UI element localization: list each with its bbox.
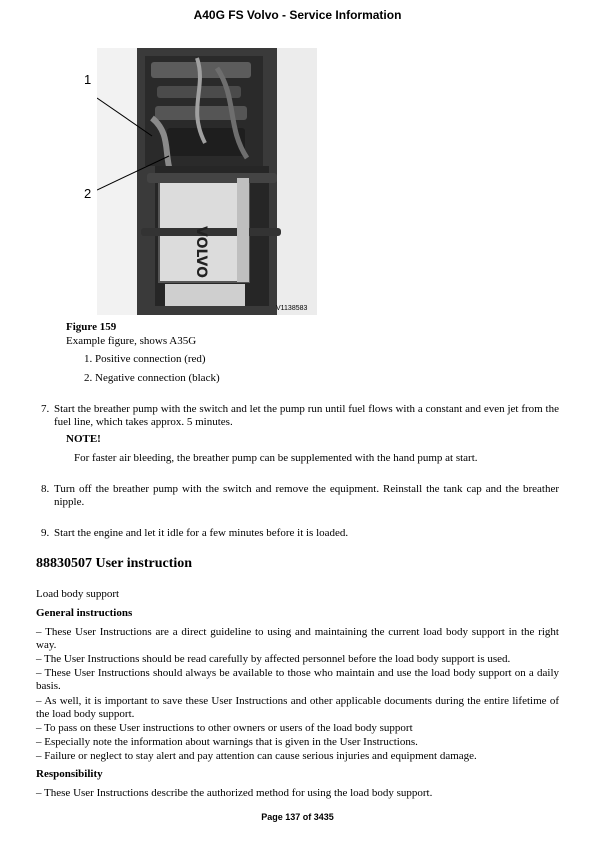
section-title: 88830507 User instruction [36, 556, 193, 571]
note-text: For faster air bleeding, the breather pump can be supplemented with the hand pump at start. [74, 452, 478, 464]
step-7-number: 7. [41, 403, 50, 415]
battery-brand-label: VOLVO [193, 226, 209, 278]
figure-image-reference: V1138583 [276, 305, 308, 312]
general-item-3: – These User Instructions should always be available to those who maintain and use the load body support on a daily basis. [36, 667, 559, 692]
general-item-7: – Failure or neglect to stay alert and pay attention can cause serious injuries and equipment damage. [36, 750, 477, 762]
responsibility-item-1: – These User Instructions describe the authorized method for using the load body support. [36, 787, 433, 799]
engine-compartment-photo [97, 48, 317, 315]
note-label: NOTE! [66, 433, 101, 445]
figure-callout-1: 1 [84, 72, 92, 87]
step-9-number: 9. [41, 527, 50, 539]
general-item-4: – As well, it is important to save these User Instructions and other applicable documents during the entire lifetime of the load body support. [36, 695, 559, 720]
step-7 [41, 403, 559, 429]
page-header-title: A40G FS Volvo - Service Information [193, 8, 402, 22]
general-item-6: – Especially note the information about warnings that is given in the User Instructions. [36, 736, 418, 748]
general-item-5: – To pass on these User instructions to other owners or users of the load body support [36, 722, 413, 734]
step-7-text: Start the breather pump with the switch and let the pump run until fuel flows with a constant and even jet from the fuel line, which takes approx. 5 minutes. [54, 403, 559, 428]
section-subtitle: Load body support [36, 588, 120, 600]
step-9-text: Start the engine and let it idle for a few minutes before it is loaded. [54, 527, 349, 539]
step-8-number: 8. [41, 483, 50, 495]
responsibility-heading: Responsibility [36, 768, 103, 780]
general-item-2: – The User Instructions should be read carefully by affected personnel before the load body support is used. [36, 653, 511, 665]
step-9 [41, 527, 559, 540]
figure-caption-title: Figure 159 [66, 321, 117, 333]
general-item-1: – These User Instructions are a direct guideline to using and maintaining the current load body support in the right way. [36, 626, 559, 651]
figure-item-positive: 1. Positive connection (red) [84, 353, 206, 365]
figure-caption-text: Example figure, shows A35G [66, 335, 197, 347]
step-8 [41, 483, 559, 509]
step-8-text: Turn off the breather pump with the switch and remove the equipment. Reinstall the tank cap and the breather nipple. [54, 483, 559, 508]
figure-callout-2: 2 [84, 186, 92, 201]
figure-item-negative: 2. Negative connection (black) [84, 372, 220, 384]
page-number-footer: Page 137 of 3435 [261, 812, 334, 822]
general-instructions-heading: General instructions [36, 607, 133, 619]
